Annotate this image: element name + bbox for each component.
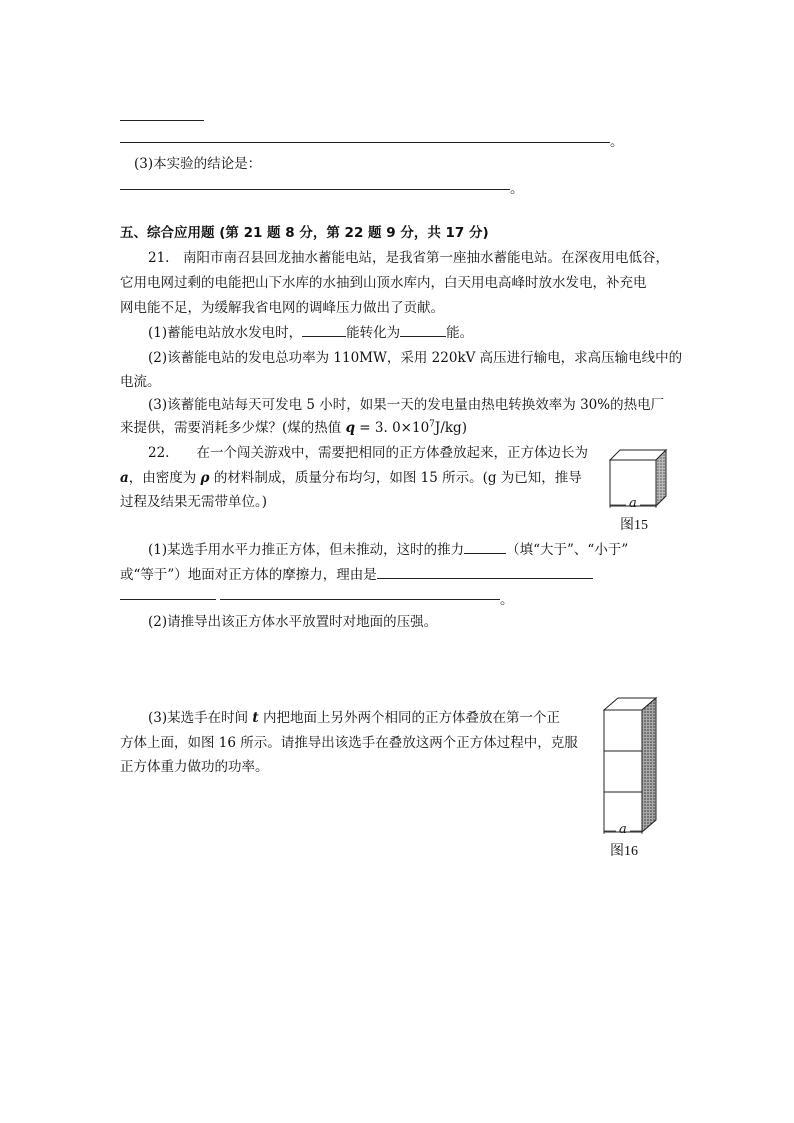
period-mark: 。 — [610, 134, 624, 150]
q22-p1-text-b: （填“大于”、“小于” — [506, 542, 629, 558]
section-title: 五、综合应用题 (第 21 题 8 分，第 22 题 9 分，共 17 分) — [120, 225, 489, 241]
q21-p3-text-c: J/kg) — [434, 420, 467, 436]
q22-part-3-line-3: 正方体重力做功的功率。 — [120, 759, 269, 775]
q22-part-2: (2)请推导出该正方体水平放置时对地面的压强。 — [148, 614, 438, 630]
q22-part-1-line-2 — [120, 563, 593, 583]
experiment-q3-label: (3)本实验的结论是： — [134, 156, 262, 172]
answer-blank-line[interactable] — [220, 599, 500, 600]
dimension-label: a — [619, 822, 627, 837]
answer-blank[interactable] — [302, 335, 346, 337]
q21-p3-text-a: 来提供，需要消耗多少煤？(煤的热值 — [120, 420, 346, 436]
q21-line-1: 21. 南阳市南召县回龙抽水蓄能电站，是我省第一座抽水蓄能电站。在深夜用电低谷， — [148, 250, 669, 266]
q22-p1-text-c: 或“等于”）地面对正方体的摩擦力，理由是 — [120, 567, 377, 583]
answer-blank-line[interactable] — [120, 120, 204, 121]
q21-p3-text-b: = 3. 0×10 — [355, 420, 430, 436]
exponent: 7 — [429, 419, 435, 430]
answer-blank[interactable] — [464, 552, 506, 554]
q22-p3-text-b: 内把地面上另外两个相同的正方体叠放在第一个正 — [258, 710, 560, 726]
q22-part-1-line-1 — [148, 538, 628, 558]
q22-p1-text-a: (1)某选手用水平力推正方体，但未推动，这时的推力 — [148, 542, 465, 558]
q21-line-2: 它用电网过剩的电能把山下水库的水抽到山顶水库内，白天用电高峰时放水发电，补充电 — [120, 275, 647, 291]
heat-value-symbol: q — [345, 420, 356, 436]
q21-part-3-line-2 — [120, 416, 467, 436]
density-symbol: ρ — [200, 470, 210, 486]
q22-line2-text-c: 的材料制成，质量分布均匀，如图 15 所示。(g 为已知，推导 — [209, 470, 582, 486]
figure-15 — [600, 448, 680, 538]
q22-line-3: 过程及结果无需带单位。) — [120, 494, 268, 510]
q22-p3-text-a: (3)某选手在时间 — [148, 710, 253, 726]
dimension-label: a — [629, 496, 637, 511]
q21-p1-text-c: 能。 — [446, 325, 474, 341]
q22-part-3-line-2: 方体上面，如图 16 所示。请推导出该选手在叠放这两个正方体过程中，克服 — [120, 735, 578, 751]
answer-blank-line[interactable] — [120, 599, 216, 600]
stacked-cubes-diagram — [596, 696, 676, 862]
q21-part-2-line-2: 电流。 — [120, 374, 161, 390]
answer-blank-line[interactable] — [120, 189, 510, 190]
q21-part-1 — [148, 321, 473, 341]
q22-line-1: 22. 在一个闯关游戏中，需要把相同的正方体叠放起来，正方体边长为 — [148, 445, 588, 461]
time-symbol: t — [252, 710, 259, 726]
q21-part-3-line-1: (3)该蓄能电站每天可发电 5 小时，如果一天的发电量由热电转换效率为 30%的热电厂 — [148, 397, 665, 413]
q22-part-3-line-1 — [148, 706, 560, 726]
q21-part-2-line-1: (2)该蓄能电站的发电总功率为 110MW，采用 220kV 高压进行输电，求高压输电线中的 — [148, 350, 683, 366]
edge-length-symbol: a — [120, 470, 129, 486]
period-mark: 。 — [500, 592, 514, 608]
figure-caption: 图15 — [620, 518, 648, 533]
figure-caption: 图16 — [610, 844, 638, 859]
q22-line2-text-b: ，由密度为 — [128, 470, 201, 486]
answer-blank[interactable] — [400, 335, 446, 337]
answer-blank[interactable] — [377, 577, 593, 579]
q21-p1-text-b: 能转化为 — [346, 325, 401, 341]
period-mark: 。 — [510, 181, 524, 197]
q21-p1-text-a: (1)蓄能电站放水发电时， — [148, 325, 303, 341]
q21-line-3: 网电能不足，为缓解我省电网的调峰压力做出了贡献。 — [120, 300, 444, 316]
q22-line-2 — [120, 466, 582, 486]
figure-16 — [596, 696, 676, 862]
answer-blank-line[interactable] — [120, 142, 610, 143]
